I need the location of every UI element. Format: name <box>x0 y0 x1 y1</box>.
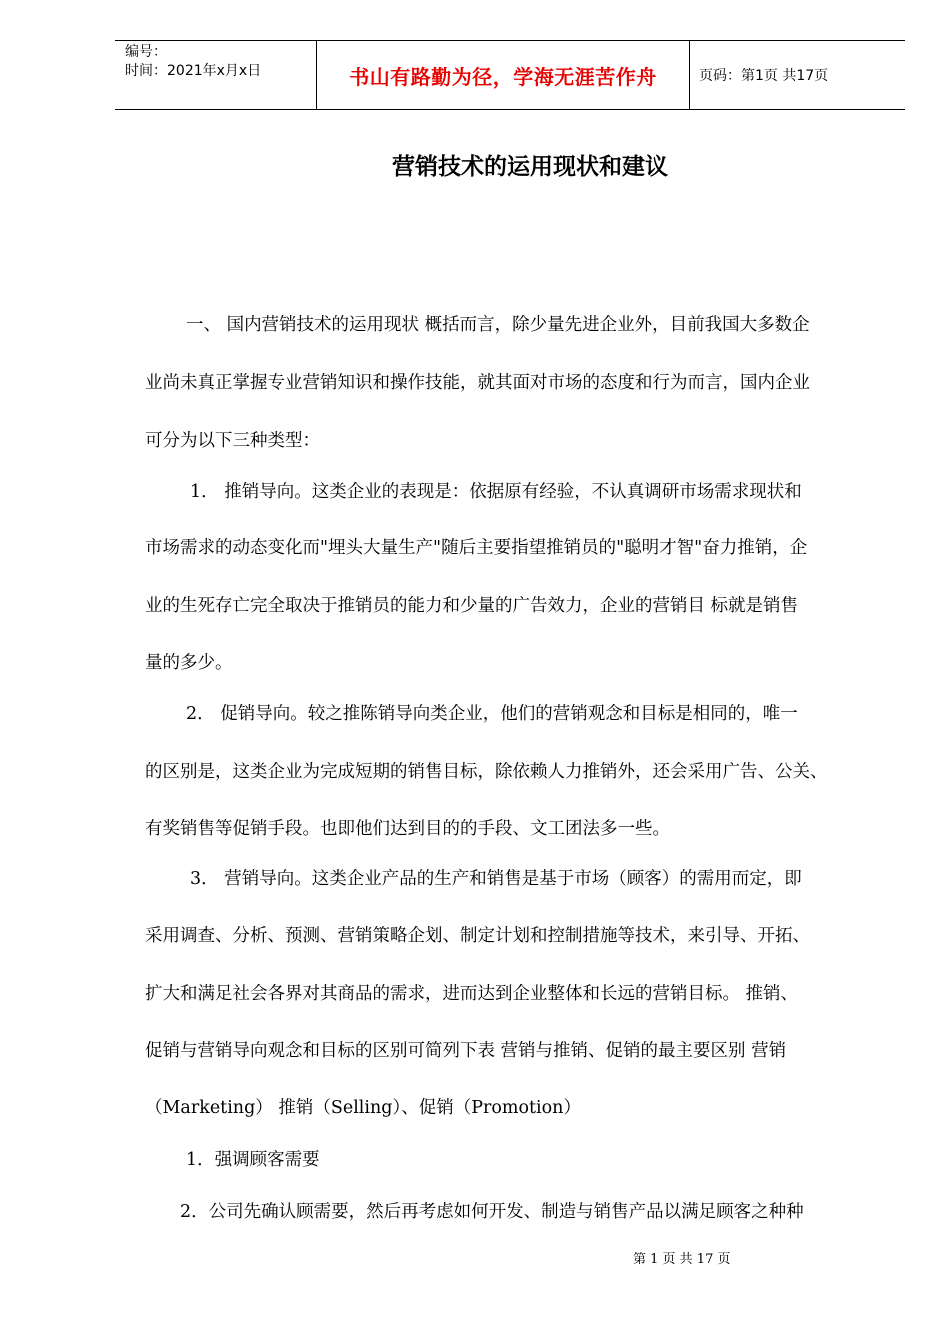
header-page-info: 页码：第1页 共17页 <box>699 68 829 84</box>
page-footer: 第 1 页 共 17 页 <box>633 1252 731 1267</box>
header-motto-cell <box>316 41 690 109</box>
paragraph-line: （Marketing） 推销（Selling）、促销（Promotion） <box>145 1098 581 1118</box>
paragraph-line: 2．公司先确认顾需要，然后再考虑如何开发、制造与销售产品以满足顾客之种种 <box>180 1202 804 1222</box>
paragraph-line: 业的生死存亡完全取决于推销员的能力和少量的广告效力，企业的营销目 标就是销售 <box>145 596 799 616</box>
page-header <box>115 40 905 110</box>
paragraph-line: 量的多少。 <box>145 653 233 673</box>
paragraph-line: 的区别是，这类企业为完成短期的销售目标，除依赖人力推销外，还会采用广告、公关、 <box>145 762 828 782</box>
header-meta <box>115 41 316 109</box>
paragraph-line: 一、 国内营销技术的运用现状 概括而言，除少量先进企业外，目前我国大多数企 <box>186 315 810 335</box>
document-number-label: 编号： <box>125 44 167 60</box>
paragraph-line: 业尚未真正掌握专业营销知识和操作技能，就其面对市场的态度和行为而言，国内企业 <box>145 373 810 393</box>
paragraph-line: 2． 促销导向。较之推陈销导向类企业，他们的营销观念和目标是相同的，唯一 <box>186 704 798 724</box>
paragraph-line: 促销与营销导向观念和目标的区别可简列下表 营销与推销、促销的最主要区别 营销 <box>145 1041 787 1061</box>
document-title: 营销技术的运用现状和建议 <box>392 154 668 180</box>
paragraph-line: 有奖销售等促销手段。也即他们达到目的的手段、文工团法多一些。 <box>145 819 670 839</box>
paragraph-line: 3． 营销导向。这类企业产品的生产和销售是基于市场（顾客）的需用而定，即 <box>190 869 802 889</box>
paragraph-line: 市场需求的动态变化而"埋头大量生产"随后主要指望推销员的"聪明才智"奋力推销，企 <box>145 538 808 558</box>
paragraph-line: 1． 推销导向。这类企业的表现是：依据原有经验，不认真调研市场需求现状和 <box>190 482 802 502</box>
paragraph-line: 可分为以下三种类型： <box>145 431 320 451</box>
document-time-label: 时间：2021年x月x日 <box>125 63 262 79</box>
paragraph-line: 采用调查、分析、预测、营销策略企划、制定计划和控制措施等技术，来引导、开拓、 <box>145 926 810 946</box>
header-motto: 书山有路勤为径，学海无涯苦作舟 <box>349 64 657 89</box>
paragraph-line: 1．强调顾客需要 <box>186 1150 320 1170</box>
paragraph-line: 扩大和满足社会各界对其商品的需求，进而达到企业整体和长远的营销目标。 推销、 <box>145 984 799 1004</box>
